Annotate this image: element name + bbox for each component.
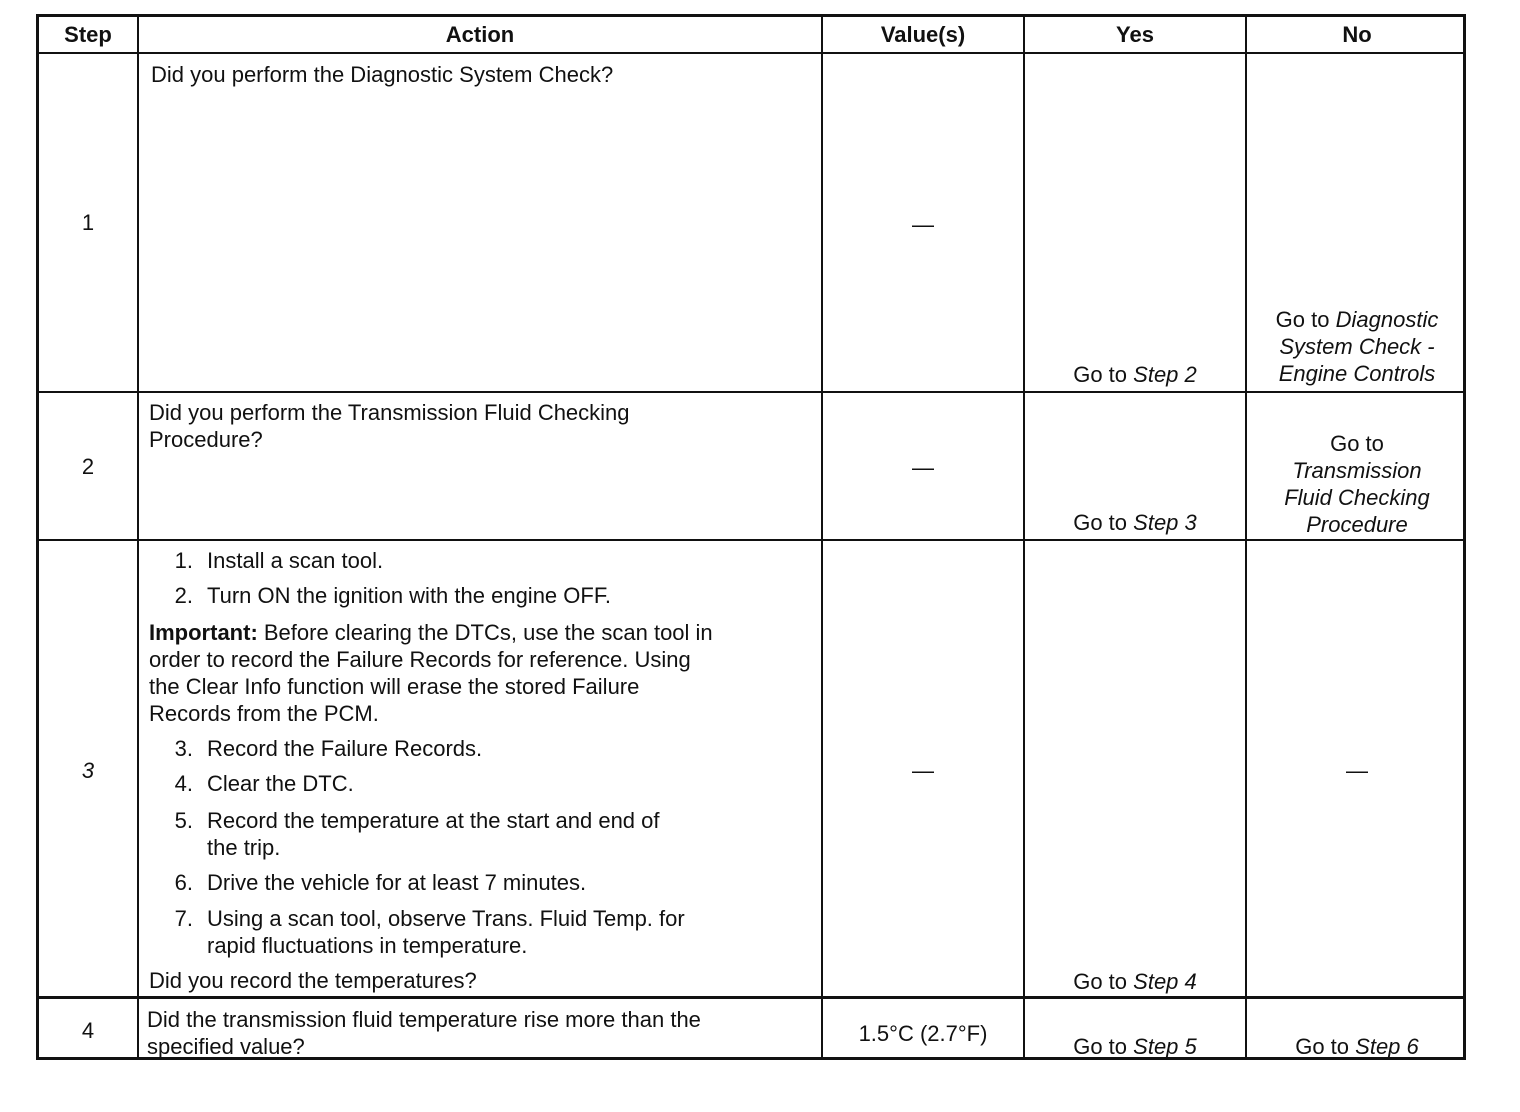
goto-link[interactable]: Engine Controls [1278,361,1436,386]
value-text: 1.5°C (2.7°F) [858,1021,988,1046]
goto-link[interactable]: Step 5 [1133,1034,1197,1059]
list-number: 4. [174,771,193,796]
goto-link[interactable]: Step 3 [1133,510,1197,535]
value-text: — [912,758,934,783]
goto-prefix: Go to [1073,362,1128,387]
list-number: 5. [174,808,193,833]
goto-prefix: Go to [1275,307,1330,332]
action-text [139,545,821,995]
list-number: 7. [174,906,193,931]
list-text: Record the temperature at the start and end of [207,808,660,833]
list-text: the trip. [207,835,281,860]
yes-goto [1025,361,1245,388]
goto-link[interactable]: Step 6 [1355,1034,1419,1059]
header-values: Value(s) [880,22,966,47]
column-divider [821,17,823,1057]
goto-link[interactable]: Procedure [1306,512,1408,537]
goto-prefix: Go to [1295,1034,1350,1059]
row-divider [39,539,1463,541]
goto-link[interactable]: Diagnostic [1335,307,1439,332]
list-number: 3. [174,736,193,761]
important-text: Before clearing the DTCs, use the scan tool in [257,620,713,645]
step-number: 3 [81,758,95,783]
no-goto [1247,1033,1467,1060]
row-divider [39,996,1463,999]
action-text [149,399,809,453]
important-text: Records from the PCM. [149,701,379,726]
goto-link[interactable]: Transmission [1292,458,1422,483]
action-line: Did you perform the Transmission Fluid Checking [149,400,630,425]
step-number: 2 [81,454,95,479]
goto-prefix: Go to [1073,969,1128,994]
list-number: 1. [174,548,193,573]
goto-link[interactable]: Step 4 [1133,969,1197,994]
header-step: Step [64,22,112,47]
no-text: — [1346,758,1368,783]
goto-link[interactable]: System Check - [1279,334,1435,359]
goto-link[interactable]: Step 2 [1133,362,1197,387]
step-number: 4 [81,1018,95,1043]
important-text: the Clear Info function will erase the stored Failure [149,674,640,699]
goto-prefix: Go to [1330,431,1384,456]
list-text: Drive the vehicle for at least 7 minutes. [207,870,587,895]
yes-goto [1025,968,1245,995]
action-line: specified value? [147,1034,305,1059]
header-action: Action [445,22,515,47]
header-no: No [1342,22,1372,47]
value-text: — [912,455,934,480]
troubleshooting-table [36,14,1466,1060]
yes-goto [1025,1033,1245,1060]
no-goto [1247,306,1467,387]
question-text: Did you record the temperatures? [149,968,477,993]
yes-goto [1025,509,1245,536]
list-number: 2. [174,583,193,608]
no-goto [1247,430,1467,538]
important-note [149,619,821,727]
important-text: order to record the Failure Records for reference. Using [149,647,691,672]
row-divider [39,52,1463,54]
list-text: Install a scan tool. [207,548,384,573]
list-number: 6. [174,870,193,895]
action-line: Did the transmission fluid temperature rise more than the [147,1007,701,1032]
action-text [147,1006,817,1060]
goto-prefix: Go to [1073,510,1128,535]
list-text: Record the Failure Records. [207,736,483,761]
list-text: Clear the DTC. [207,771,354,796]
goto-link[interactable]: Fluid Checking [1284,485,1430,510]
row-divider [39,391,1463,393]
goto-prefix: Go to [1073,1034,1128,1059]
step-number: 1 [81,210,95,235]
list-text: Using a scan tool, observe Trans. Fluid Temp. for [207,906,685,931]
action-line: Procedure? [149,427,263,452]
value-text: — [912,212,934,237]
important-label: Important: [149,620,258,645]
header-yes: Yes [1116,22,1154,47]
list-text: rapid fluctuations in temperature. [207,933,528,958]
action-text: Did you perform the Diagnostic System Check? [151,62,614,87]
list-text: Turn ON the ignition with the engine OFF. [207,583,611,608]
column-divider [1023,17,1025,1057]
